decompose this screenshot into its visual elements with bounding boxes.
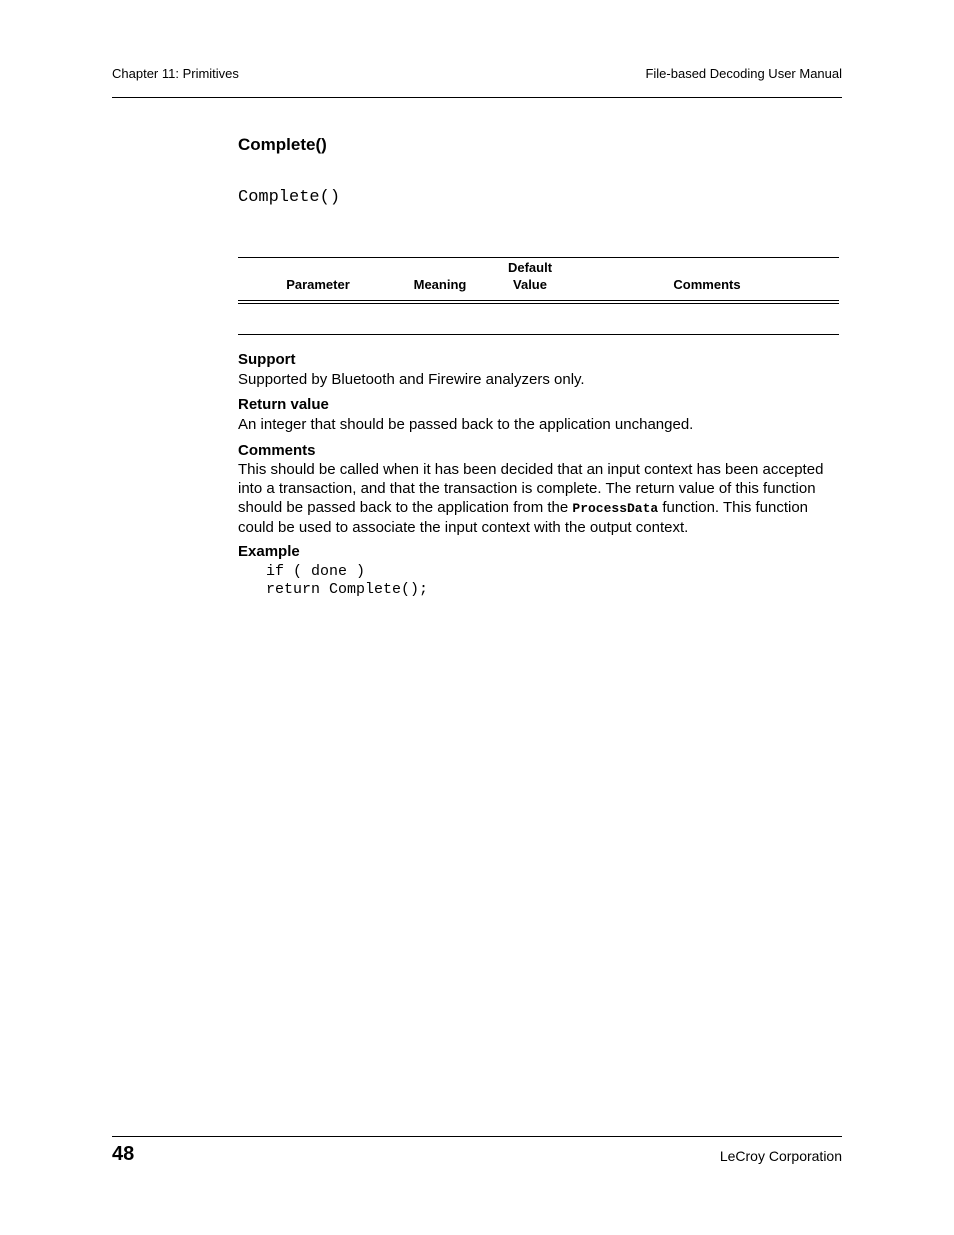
example-heading: Example — [238, 543, 300, 560]
table-header-rule-1 — [238, 300, 839, 301]
function-signature: Complete() — [238, 188, 341, 207]
table-bottom-rule — [238, 334, 839, 335]
footer-company: LeCroy Corporation — [719, 1148, 842, 1164]
example-code-line-2: return Complete(); — [266, 581, 429, 598]
support-text: Supported by Bluetooth and Firewire analyzers only. — [238, 371, 585, 388]
parameter-table — [238, 257, 839, 335]
comments-text-part2: function. This function could be used to associate the input context with the output context. — [238, 499, 809, 536]
table-empty-row — [238, 304, 839, 334]
comments-text-part1: This should be called when it has been decided that an input context has been accepted into a transaction, and that the transaction is complete. The return value of this function should be passed back to the application from the — [238, 461, 824, 516]
column-header-default-line1: Default — [507, 260, 553, 275]
column-header-default — [490, 259, 570, 293]
running-header-chapter: Chapter 11: Primitives — [112, 66, 239, 81]
column-header-comments: Comments — [673, 277, 741, 292]
footer-rule — [112, 1136, 842, 1137]
column-header-default-line2: Value — [513, 277, 547, 292]
table-header-row — [238, 258, 839, 298]
column-header-parameter: Parameter — [286, 277, 350, 292]
running-header-manual: File-based Decoding User Manual — [645, 66, 842, 81]
column-header-meaning: Meaning — [413, 277, 467, 292]
processdata-code: ProcessData — [572, 501, 659, 516]
comments-text — [238, 460, 842, 537]
function-title: Complete() — [238, 135, 327, 154]
example-code-line-1: if ( done ) — [266, 563, 366, 580]
header-rule — [112, 97, 842, 98]
return-value-text: An integer that should be passed back to the application unchanged. — [238, 416, 694, 433]
return-value-heading: Return value — [238, 396, 329, 413]
page-number: 48 — [112, 1143, 135, 1165]
comments-heading: Comments — [238, 442, 316, 459]
support-heading: Support — [238, 351, 296, 368]
